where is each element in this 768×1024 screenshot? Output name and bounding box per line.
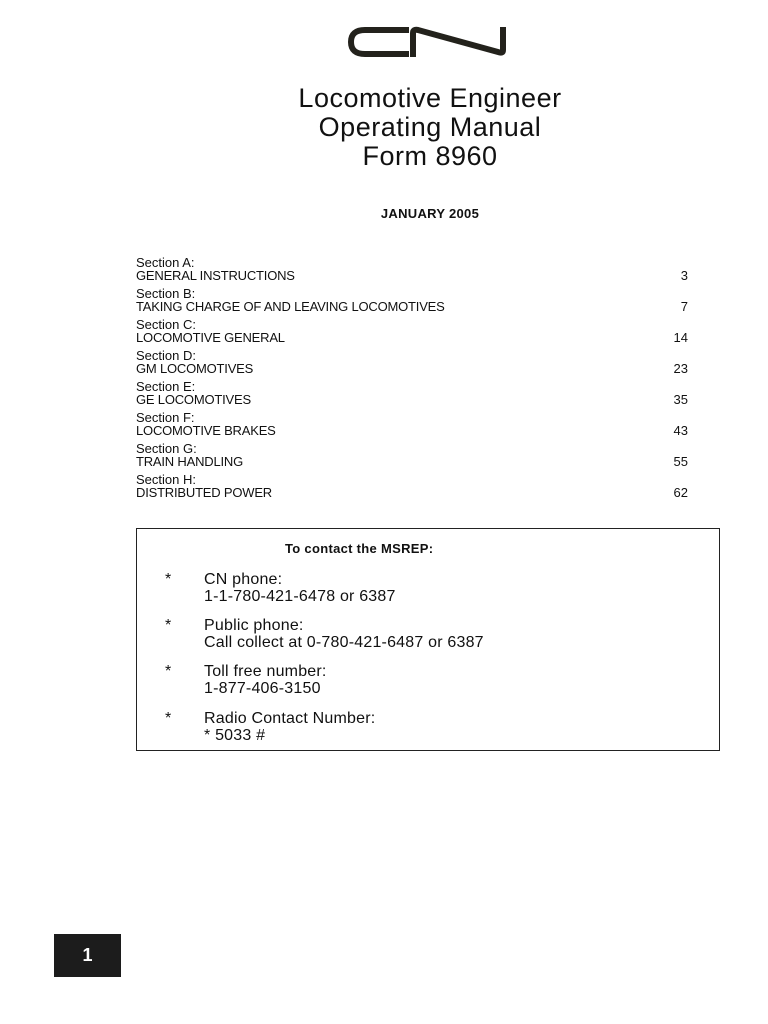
toc-page-number: 62 bbox=[673, 485, 688, 500]
document-title bbox=[0, 84, 768, 171]
toc-page-number: 14 bbox=[673, 330, 688, 345]
toc-entry bbox=[136, 256, 688, 287]
toc-section-name: LOCOMOTIVE GENERAL bbox=[136, 330, 285, 345]
toc-entry bbox=[136, 318, 688, 349]
toc-section-label: Section B: bbox=[136, 286, 196, 301]
toc-section-name: TAKING CHARGE OF AND LEAVING LOCOMOTIVES bbox=[136, 299, 445, 314]
contact-label: CN phone: bbox=[204, 571, 283, 588]
toc-section-label: Section G: bbox=[136, 441, 197, 456]
bullet-asterisk: * bbox=[165, 710, 172, 727]
title-line-3: Form 8960 bbox=[362, 141, 498, 171]
toc-section-label: Section H: bbox=[136, 472, 196, 487]
toc-entry bbox=[136, 411, 688, 442]
bullet-asterisk: * bbox=[165, 617, 172, 634]
toc-section-label: Section A: bbox=[136, 255, 195, 270]
table-of-contents bbox=[136, 256, 688, 504]
toc-page-number: 23 bbox=[673, 361, 688, 376]
title-line-2: Operating Manual bbox=[318, 112, 542, 142]
contact-box bbox=[136, 528, 720, 751]
toc-page-number: 55 bbox=[673, 454, 688, 469]
contact-value: 1-877-406-3150 bbox=[204, 680, 321, 697]
toc-section-name: TRAIN HANDLING bbox=[136, 454, 243, 469]
publication-date: JANUARY 2005 bbox=[380, 206, 480, 221]
toc-page-number: 7 bbox=[680, 299, 688, 314]
contact-value: Call collect at 0-780-421-6487 or 6387 bbox=[204, 634, 484, 651]
page-number-badge: 1 bbox=[54, 934, 121, 977]
toc-entry bbox=[136, 442, 688, 473]
toc-entry bbox=[136, 380, 688, 411]
toc-section-label: Section E: bbox=[136, 379, 196, 394]
bullet-asterisk: * bbox=[165, 571, 172, 588]
toc-section-name: GE LOCOMOTIVES bbox=[136, 392, 251, 407]
bullet-asterisk: * bbox=[165, 663, 172, 680]
contact-title: To contact the MSREP: bbox=[285, 541, 434, 556]
toc-section-name: GENERAL INSTRUCTIONS bbox=[136, 268, 295, 283]
toc-section-name: LOCOMOTIVE BRAKES bbox=[136, 423, 276, 438]
toc-section-label: Section C: bbox=[136, 317, 196, 332]
toc-page-number: 35 bbox=[673, 392, 688, 407]
toc-section-label: Section F: bbox=[136, 410, 195, 425]
contact-label: Radio Contact Number: bbox=[204, 710, 376, 727]
contact-value: 1-1-780-421-6478 or 6387 bbox=[204, 588, 396, 605]
toc-section-name: DISTRIBUTED POWER bbox=[136, 485, 272, 500]
toc-entry bbox=[136, 349, 688, 380]
toc-page-number: 3 bbox=[680, 268, 688, 283]
title-line-1: Locomotive Engineer bbox=[298, 83, 562, 113]
contact-label: Toll free number: bbox=[204, 663, 327, 680]
contact-label: Public phone: bbox=[204, 617, 304, 634]
cn-logo bbox=[347, 24, 511, 60]
contact-value: * 5033 # bbox=[204, 727, 266, 744]
toc-entry bbox=[136, 473, 688, 504]
toc-section-name: GM LOCOMOTIVES bbox=[136, 361, 254, 376]
toc-section-label: Section D: bbox=[136, 348, 196, 363]
toc-entry bbox=[136, 287, 688, 318]
toc-page-number: 43 bbox=[673, 423, 688, 438]
